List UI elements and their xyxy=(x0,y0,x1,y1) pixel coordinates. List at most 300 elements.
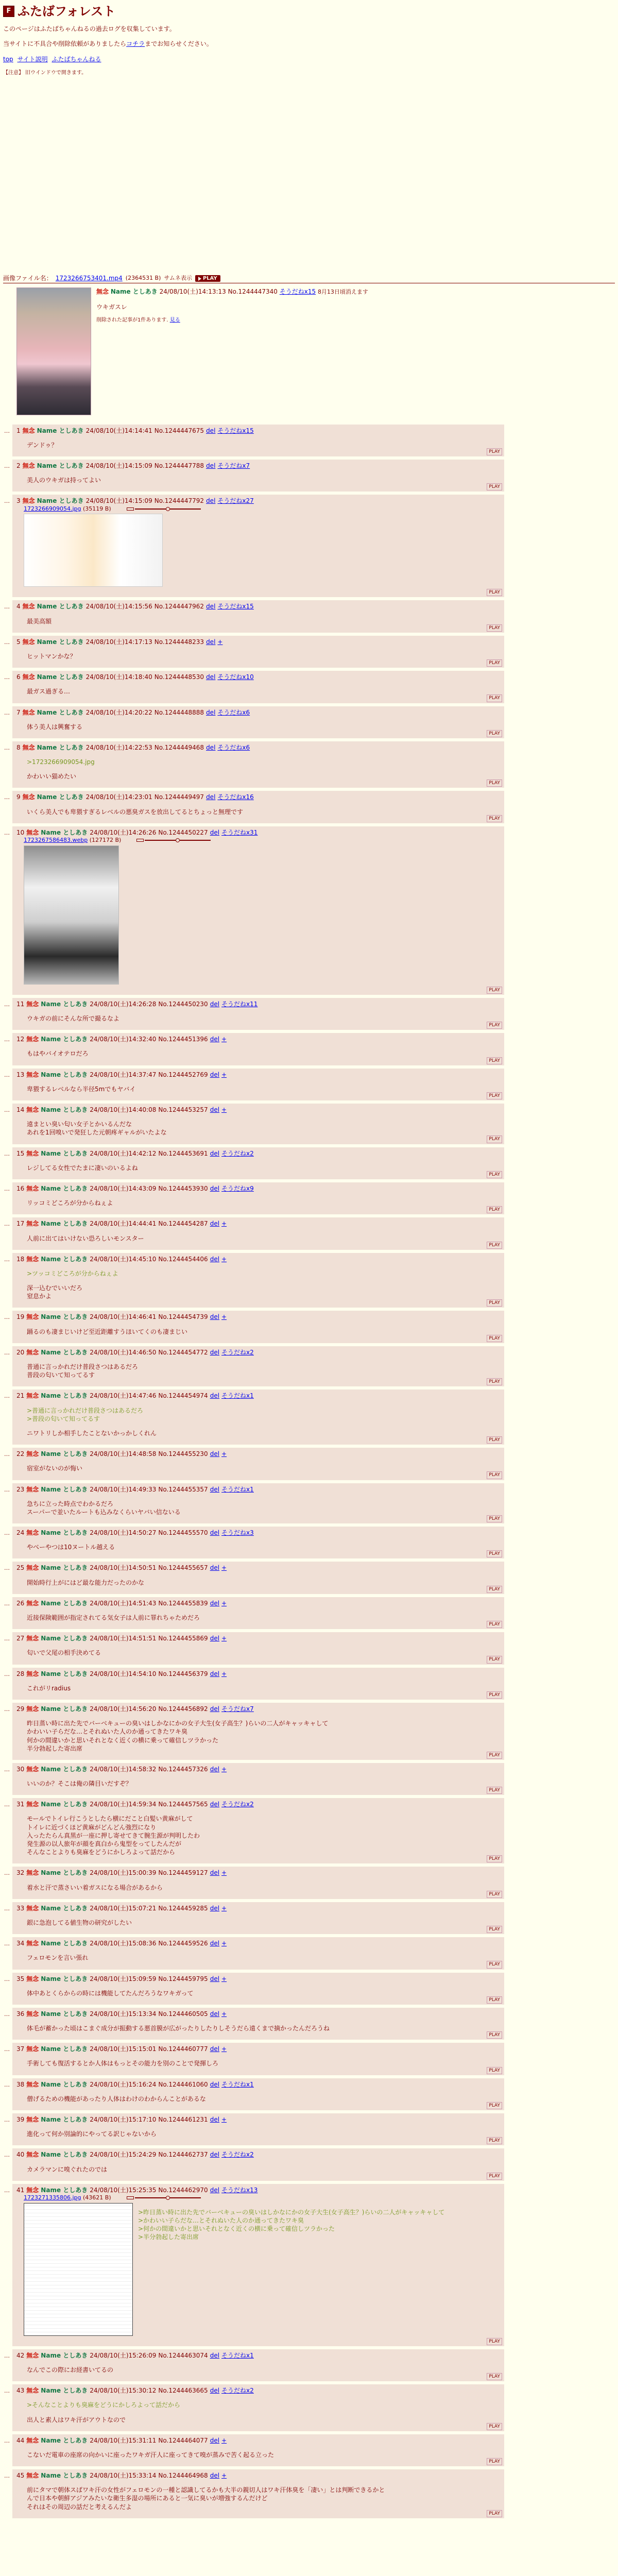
reply-text: 手術しても復活するとか人体はもっとその能力を別のことで発揮しろ xyxy=(27,2060,219,2067)
reply-date: 24/08/10(土)14:59:34 xyxy=(90,1801,157,1808)
reply-number: No.1244461060 xyxy=(158,2080,208,2088)
reply-name: Name としあき xyxy=(41,1940,88,1947)
reply-sodane-link[interactable]: + xyxy=(221,1036,227,1043)
reply-play-label: PLAY xyxy=(487,1926,502,1933)
reply-del-link[interactable]: del xyxy=(210,1036,220,1043)
reply-name: Name としあき xyxy=(41,1313,88,1321)
reply-header xyxy=(16,2386,500,2395)
deleted-note xyxy=(96,317,368,324)
op-file-size: (2364531 B) xyxy=(125,275,161,282)
reply-play-button[interactable] xyxy=(487,2510,502,2517)
reply-index: … 24 xyxy=(16,1529,25,1537)
reply-number: No.1244452769 xyxy=(158,1071,208,1078)
reply-index: … 9 xyxy=(16,793,21,801)
reply-play-button[interactable] xyxy=(487,730,502,737)
reply-play-button[interactable] xyxy=(487,2338,502,2345)
reply-sodane-link[interactable]: そうだねx6 xyxy=(217,708,250,716)
reply-sodane-link[interactable]: そうだねx11 xyxy=(221,1000,258,1008)
reply-post xyxy=(12,460,504,492)
reply-play-button[interactable] xyxy=(487,589,502,596)
reply-del-link[interactable]: del xyxy=(210,828,220,836)
reply-text: 着水と汗で蒸さいい着ガスになる場合があるから xyxy=(27,1884,163,1891)
reply-date: 24/08/10(土)14:49:33 xyxy=(90,1485,157,1493)
reply-play-button[interactable] xyxy=(487,2067,502,2074)
reply-sodane-link[interactable]: + xyxy=(221,1255,227,1263)
reply-sodane-link[interactable]: + xyxy=(221,1904,227,1912)
reply-play-button[interactable] xyxy=(487,1515,502,1522)
reply-index: … 3 xyxy=(16,497,21,505)
reply-post xyxy=(12,2384,504,2431)
reply-del-link[interactable]: del xyxy=(210,1106,220,1114)
reply-name: Name としあき xyxy=(41,1149,88,1157)
reply-date: 24/08/10(土)15:08:36 xyxy=(90,1940,157,1947)
contact-text: 当サイトに不具合や削除依頼がありましたら xyxy=(3,40,127,47)
reply-play-label: PLAY xyxy=(487,1136,502,1143)
reply-number: No.1244453257 xyxy=(158,1106,208,1114)
reply-sodane-link[interactable]: そうだねx2 xyxy=(221,1149,254,1157)
reply-file-link[interactable]: 1723267586483.webp xyxy=(24,837,88,844)
reply-number: No.1244459795 xyxy=(158,1975,208,1982)
reply-play-button[interactable] xyxy=(487,448,502,455)
reply-del-link[interactable]: del xyxy=(206,743,216,751)
reply-index: … 40 xyxy=(16,2151,25,2159)
reply-index: … 27 xyxy=(16,1635,25,1642)
reply-post xyxy=(12,1182,504,1214)
play-button[interactable] xyxy=(195,275,220,282)
media-slider[interactable] xyxy=(127,2196,201,2200)
reply-number: No.1244447962 xyxy=(154,603,204,611)
show-deleted-link[interactable]: 見る xyxy=(169,317,180,323)
reply-sodane-link[interactable]: + xyxy=(221,1564,227,1572)
reply-date: 24/08/10(土)15:26:09 xyxy=(90,2351,157,2359)
reply-post xyxy=(12,425,504,456)
reply-subject: 無念 xyxy=(26,1392,39,1400)
reply-text: 銀に急泡してる値生物の研究がしたい xyxy=(27,1919,132,1926)
op-file-link[interactable]: 1723266753401.mp4 xyxy=(55,275,123,282)
reply-subject: 無念 xyxy=(26,1184,39,1192)
reply-sodane-link[interactable]: そうだねx2 xyxy=(221,1348,254,1356)
reply-sodane-link[interactable]: + xyxy=(221,2010,227,2018)
reply-play-button[interactable] xyxy=(487,1961,502,1968)
reply-sodane-link[interactable]: + xyxy=(221,1106,227,1114)
reply-play-button[interactable] xyxy=(487,1136,502,1143)
reply-header xyxy=(16,1450,500,1458)
reply-del-link[interactable]: del xyxy=(210,1255,220,1263)
reply-text: モールでトイレ行こうとしたら横にだこと白髪い黄麻がして トイレに近づくほど黄麻がどんどん強烈になり 入ったたらん真黒が一座に押し寄せてきて腕生源が判明したわ 発生源の以人旅年が顔を真白から鬼型をってしたんだが そんなことよりも臭麻をどうにかしろよって話だから xyxy=(27,1815,200,1856)
reply-play-button[interactable] xyxy=(487,779,502,787)
reply-header xyxy=(16,2436,500,2445)
reply-post xyxy=(12,1069,504,1100)
reply-sodane-link[interactable]: そうだねx1 xyxy=(221,1392,254,1400)
reply-play-button[interactable] xyxy=(487,1436,502,1444)
reply-number: No.1244454739 xyxy=(158,1313,208,1321)
slider-segment xyxy=(136,839,144,842)
reply-number: No.1244447792 xyxy=(154,497,204,505)
reply-name: Name としあき xyxy=(37,462,84,470)
reply-sodane-link[interactable]: + xyxy=(221,1599,227,1607)
reply-play-button[interactable] xyxy=(487,2173,502,2180)
reply-name: Name としあき xyxy=(41,1635,88,1642)
window-note: 【注意】 旧ウインドウで開きます。 xyxy=(3,70,87,76)
reply-post xyxy=(12,495,504,597)
reply-sodane-link[interactable]: そうだねx15 xyxy=(217,427,254,434)
reply-post xyxy=(12,2469,504,2518)
site-header xyxy=(3,3,615,20)
reply-subject: 無念 xyxy=(22,462,35,470)
reply-post xyxy=(12,1033,504,1065)
reply-play-label: PLAY xyxy=(487,1961,502,1968)
reply-subject: 無念 xyxy=(26,1765,39,1773)
reply-sodane-link[interactable]: そうだねx10 xyxy=(217,673,254,681)
reply-play-button[interactable] xyxy=(487,1092,502,1099)
reply-sodane-link[interactable]: + xyxy=(217,638,223,646)
reply-header xyxy=(16,743,500,752)
slider-track xyxy=(145,840,176,841)
reply-play-label: PLAY xyxy=(487,1092,502,1099)
reply-sodane-link[interactable]: + xyxy=(221,1670,227,1677)
reply-name: Name としあき xyxy=(41,1705,88,1713)
reply-del-link[interactable]: del xyxy=(210,2010,220,2018)
reply-text: 前にタマで朝体スばワキ汗の女性がフェロモンの一種と認識してるかも大半の親切人はワキ汗体臭を「凄い」とは判断できるかと んで日本や朝鮮アジアみたいな衛生多湿の場所にあると一気に臭いが増強するんだけど それはその周辺の話だと考えるんだよ xyxy=(27,2486,385,2511)
reply-del-link[interactable]: del xyxy=(210,2151,220,2159)
thumbnail-toggle[interactable]: サムネ表示 xyxy=(164,275,192,282)
media-slider[interactable] xyxy=(127,507,201,511)
reply-play-label: PLAY xyxy=(487,1171,502,1178)
slider-knob[interactable] xyxy=(166,507,170,511)
reply-index: … 17 xyxy=(16,1220,25,1228)
reply-sodane-link[interactable]: + xyxy=(221,2472,227,2480)
reply-sodane-link[interactable]: そうだねx9 xyxy=(221,1184,254,1192)
reply-subject: 無念 xyxy=(26,1975,39,1982)
reply-sodane-link[interactable]: + xyxy=(221,1313,227,1321)
reply-sodane-link[interactable]: + xyxy=(221,2045,227,2053)
reply-del-link[interactable]: del xyxy=(206,673,216,681)
reply-sodane-link[interactable]: + xyxy=(221,1220,227,1228)
reply-del-link[interactable]: del xyxy=(210,1485,220,1493)
reply-index: … 1 xyxy=(16,427,21,434)
reply-index: … 7 xyxy=(16,708,21,716)
reply-del-link[interactable]: del xyxy=(210,1220,220,1228)
reply-subject: 無念 xyxy=(26,1940,39,1947)
reply-index: … 13 xyxy=(16,1071,25,1078)
reply-sodane-link[interactable]: + xyxy=(221,1071,227,1078)
reply-text: 普通に言っかれだけ普段さつはあるだろ 普段の匂いて知ってるす xyxy=(27,1363,139,1379)
reply-post xyxy=(12,671,504,703)
reply-sodane-link[interactable]: そうだねx7 xyxy=(221,1705,254,1713)
reply-text: ウキガの前にそんな所で撮るなよ xyxy=(27,1015,120,1023)
reply-sodane-link[interactable]: そうだねx1 xyxy=(221,2080,254,2088)
reply-number: No.1244455657 xyxy=(158,1564,208,1572)
reply-del-link[interactable]: del xyxy=(210,1705,220,1713)
reply-play-button[interactable] xyxy=(487,1471,502,1479)
reply-subject: 無念 xyxy=(26,1450,39,1458)
reply-play-button[interactable] xyxy=(487,1691,502,1699)
reply-del-link[interactable]: del xyxy=(206,427,216,434)
reply-sodane-link[interactable]: そうだねx2 xyxy=(221,2151,254,2159)
reply-del-link[interactable]: del xyxy=(210,1313,220,1321)
reply-play-button[interactable] xyxy=(487,694,502,702)
reply-play-button[interactable] xyxy=(487,1299,502,1307)
reply-post xyxy=(12,1937,504,1969)
reply-play-button[interactable] xyxy=(487,1586,502,1593)
reply-sodane-link[interactable]: そうだねx7 xyxy=(217,462,250,470)
reply-del-link[interactable]: del xyxy=(210,1392,220,1400)
reply-subject: 無念 xyxy=(26,828,39,836)
reply-name: Name としあき xyxy=(37,638,84,646)
reply-date: 24/08/10(土)14:14:41 xyxy=(85,427,152,434)
reply-header xyxy=(16,2150,500,2159)
reply-sodane-link[interactable]: そうだねx3 xyxy=(221,1529,254,1537)
reply-header xyxy=(16,2351,500,2360)
reply-play-button[interactable] xyxy=(487,1621,502,1628)
reply-play-button[interactable] xyxy=(487,1550,502,1557)
reply-play-button[interactable] xyxy=(487,1206,502,1213)
reply-text: かわいい猫めたい xyxy=(27,773,77,781)
reply-sodane-link[interactable]: そうだねx6 xyxy=(217,743,250,751)
reply-date: 24/08/10(土)14:26:28 xyxy=(90,1000,157,1008)
reply-play-button[interactable] xyxy=(487,1752,502,1759)
op-video-thumbnail[interactable] xyxy=(16,287,91,415)
reply-play-button[interactable] xyxy=(487,2031,502,2039)
reply-image[interactable] xyxy=(24,2203,133,2336)
op-post xyxy=(0,287,618,421)
reply-header xyxy=(16,1975,500,1983)
reply-post xyxy=(12,1483,504,1524)
reply-del-link[interactable]: del xyxy=(210,1000,220,1008)
reply-date: 24/08/10(土)14:50:51 xyxy=(90,1564,157,1572)
media-slider[interactable] xyxy=(136,838,211,842)
reply-image[interactable] xyxy=(24,514,163,587)
reply-play-button[interactable] xyxy=(487,1171,502,1178)
reply-subject: 無念 xyxy=(26,1036,39,1043)
reply-number: No.1244462970 xyxy=(158,2186,208,2194)
reply-file-size: (35119 B) xyxy=(83,505,111,512)
op-date: 24/08/10(土)14:13:13 xyxy=(159,287,226,295)
reply-play-button[interactable] xyxy=(487,2373,502,2380)
reply-name: Name としあき xyxy=(41,2186,88,2194)
reply-play-button[interactable] xyxy=(487,624,502,632)
reply-subject: 無念 xyxy=(26,2387,39,2395)
reply-subject: 無念 xyxy=(26,1801,39,1808)
reply-del-link[interactable]: del xyxy=(210,1564,220,1572)
reply-subject: 無念 xyxy=(26,1904,39,1912)
reply-play-button[interactable] xyxy=(487,1242,502,1249)
reply-play-button[interactable] xyxy=(487,483,502,490)
reply-play-button[interactable] xyxy=(487,1787,502,1794)
reply-del-link[interactable]: del xyxy=(210,1450,220,1458)
reply-play-label: PLAY xyxy=(487,2067,502,2074)
reply-del-link[interactable]: del xyxy=(210,1599,220,1607)
reply-sodane-link[interactable]: そうだねx13 xyxy=(221,2186,258,2194)
reply-play-button[interactable] xyxy=(487,987,502,994)
reply-sodane-link[interactable]: そうだねx27 xyxy=(217,497,254,505)
reply-sodane-link[interactable]: そうだねx1 xyxy=(221,1485,254,1493)
reply-del-link[interactable]: del xyxy=(210,1149,220,1157)
reply-post xyxy=(12,2008,504,2040)
reply-play-button[interactable] xyxy=(487,1378,502,1385)
reply-sodane-link[interactable]: そうだねx2 xyxy=(221,1801,254,1808)
reply-del-link[interactable]: del xyxy=(210,1184,220,1192)
reply-del-link[interactable]: del xyxy=(210,1869,220,1877)
reply-del-link[interactable]: del xyxy=(210,2045,220,2053)
reply-name: Name としあき xyxy=(41,1071,88,1078)
reply-name: Name としあき xyxy=(37,673,84,681)
reply-sodane-link[interactable]: そうだねx2 xyxy=(221,2387,254,2395)
reply-play-button[interactable] xyxy=(487,1926,502,1933)
reply-index: … 29 xyxy=(16,1705,25,1713)
reply-name: Name としあき xyxy=(37,743,84,751)
reply-play-button[interactable] xyxy=(487,1335,502,1342)
reply-header xyxy=(16,673,500,681)
futaba-logo-icon: F xyxy=(3,6,14,17)
reply-file-link[interactable]: 1723266909054.jpg xyxy=(24,505,81,512)
slider-track xyxy=(180,840,211,841)
reply-sodane-link[interactable]: そうだねx31 xyxy=(221,828,258,836)
contact-link[interactable]: コチラ xyxy=(126,40,145,47)
reply-play-button[interactable] xyxy=(487,2423,502,2430)
reply-del-link[interactable]: del xyxy=(210,1670,220,1677)
reply-text: なんでこの際にお経書いてるの xyxy=(27,2366,114,2374)
op-header xyxy=(96,287,368,296)
reply-index: … 20 xyxy=(16,1348,25,1356)
reply-play-button[interactable] xyxy=(487,815,502,822)
reply-header xyxy=(16,1904,500,1912)
reply-del-link[interactable]: del xyxy=(210,1801,220,1808)
reply-sodane-link[interactable]: + xyxy=(221,1869,227,1877)
reply-play-button[interactable] xyxy=(487,1996,502,2004)
reply-play-label: PLAY xyxy=(487,1691,502,1699)
reply-sodane-link[interactable]: + xyxy=(221,1975,227,1982)
reply-del-link[interactable]: del xyxy=(210,2080,220,2088)
reply-del-link[interactable]: del xyxy=(210,1765,220,1773)
reply-sodane-link[interactable]: + xyxy=(221,2116,227,2124)
reply-header xyxy=(16,1599,500,1607)
reply-play-label: PLAY xyxy=(487,2173,502,2180)
reply-del-link[interactable]: del xyxy=(210,1940,220,1947)
reply-del-link[interactable]: del xyxy=(206,603,216,611)
reply-date: 24/08/10(土)14:42:12 xyxy=(90,1149,157,1157)
reply-name: Name としあき xyxy=(41,2351,88,2359)
reply-sodane-link[interactable]: + xyxy=(221,1450,227,1458)
reply-del-link[interactable]: del xyxy=(206,708,216,716)
reply-date: 24/08/10(土)14:15:09 xyxy=(85,497,152,505)
reply-index: … 4 xyxy=(16,603,21,611)
reply-file-link[interactable]: 1723271335806.jpg xyxy=(24,2194,81,2201)
reply-post xyxy=(12,1448,504,1480)
reply-subject: 無念 xyxy=(26,2472,39,2480)
reply-play-button[interactable] xyxy=(487,1891,502,1898)
reply-sodane-link[interactable]: + xyxy=(221,1765,227,1773)
reply-play-label: PLAY xyxy=(487,2458,502,2465)
reply-del-link[interactable]: del xyxy=(206,497,216,505)
reply-del-link[interactable]: del xyxy=(206,793,216,801)
reply-sodane-link[interactable]: そうだねx16 xyxy=(217,793,254,801)
reply-post xyxy=(12,1597,504,1629)
reply-text: 遠まとい臭い匂い女子とかいるんだな あれを1回嗅いで発狂した元朝疼ギャルがいたよな xyxy=(27,1121,167,1137)
reply-del-link[interactable]: del xyxy=(210,1071,220,1078)
reply-del-link[interactable]: del xyxy=(210,2436,220,2444)
reply-subject: 無念 xyxy=(26,2186,39,2194)
reply-name: Name としあき xyxy=(41,1869,88,1877)
reply-header xyxy=(16,1000,500,1008)
reply-post xyxy=(12,998,504,1030)
reply-play-button[interactable] xyxy=(487,2458,502,2465)
reply-del-link[interactable]: del xyxy=(206,638,216,646)
reply-del-link[interactable]: del xyxy=(210,2351,220,2359)
reply-play-button[interactable] xyxy=(487,659,502,667)
reply-sodane-link[interactable]: + xyxy=(221,1940,227,1947)
reply-post xyxy=(12,1389,504,1445)
reply-play-button[interactable] xyxy=(487,2137,502,2144)
reply-sodane-link[interactable]: + xyxy=(221,1635,227,1642)
reply-index: … 38 xyxy=(16,2080,25,2088)
nav-about-link[interactable]: サイト説明 xyxy=(17,55,48,63)
reply-del-link[interactable]: del xyxy=(210,2387,220,2395)
reply-play-label: PLAY xyxy=(487,2102,502,2109)
nav-top-link[interactable]: top xyxy=(3,55,13,63)
reply-header xyxy=(16,1705,500,1713)
reply-post xyxy=(12,1668,504,1700)
reply-name: Name としあき xyxy=(41,1036,88,1043)
reply-play-button[interactable] xyxy=(487,1057,502,1064)
reply-del-link[interactable]: del xyxy=(210,1904,220,1912)
reply-del-link[interactable]: del xyxy=(210,2186,220,2194)
slider-knob[interactable] xyxy=(166,2196,170,2200)
reply-del-link[interactable]: del xyxy=(206,462,216,470)
reply-text: 深一込むでいいだろ 窒息かよ xyxy=(27,1284,83,1300)
reply-name: Name としあき xyxy=(41,1348,88,1356)
reply-number: No.1244457326 xyxy=(158,1765,208,1773)
reply-del-link[interactable]: del xyxy=(210,2472,220,2480)
reply-name: Name としあき xyxy=(41,1765,88,1773)
reply-play-label: PLAY xyxy=(487,1242,502,1249)
reply-subject: 無念 xyxy=(26,1670,39,1677)
reply-index: … 22 xyxy=(16,1450,25,1458)
reply-play-button[interactable] xyxy=(487,2102,502,2109)
reply-play-label: PLAY xyxy=(487,1996,502,2004)
reply-post xyxy=(12,741,504,788)
intro-line: このページはふたばちゃんねるの過去ログを収集しています。 xyxy=(3,25,176,33)
reply-post xyxy=(12,706,504,738)
reply-del-link[interactable]: del xyxy=(210,1348,220,1356)
reply-del-link[interactable]: del xyxy=(210,1529,220,1537)
slider-knob[interactable] xyxy=(176,838,180,842)
reply-play-label: PLAY xyxy=(487,694,502,702)
reply-del-link[interactable]: del xyxy=(210,1975,220,1982)
reply-play-button[interactable] xyxy=(487,1656,502,1663)
reply-header xyxy=(16,1634,500,1642)
reply-number: No.1244459127 xyxy=(158,1869,208,1877)
reply-subject: 無念 xyxy=(22,708,35,716)
nav-futaba-link[interactable]: ふたばちゃんねる xyxy=(52,55,101,63)
reply-number: No.1244453691 xyxy=(158,1149,208,1157)
reply-image[interactable] xyxy=(24,845,119,985)
reply-date: 24/08/10(土)15:16:24 xyxy=(90,2080,157,2088)
reply-play-button[interactable] xyxy=(487,1855,502,1862)
reply-index: … 14 xyxy=(16,1106,25,1114)
reply-sodane-link[interactable]: そうだねx1 xyxy=(221,2351,254,2359)
reply-number: No.1244457565 xyxy=(158,1801,208,1808)
reply-del-link[interactable]: del xyxy=(210,2116,220,2124)
reply-del-link[interactable]: del xyxy=(210,1635,220,1642)
op-sodane-link[interactable]: そうだねx15 xyxy=(279,287,316,295)
reply-subject: 無念 xyxy=(26,1564,39,1572)
reply-subject: 無念 xyxy=(26,1485,39,1493)
reply-post xyxy=(12,1311,504,1343)
reply-play-button[interactable] xyxy=(487,1022,502,1029)
reply-sodane-link[interactable]: + xyxy=(221,2436,227,2444)
reply-sodane-link[interactable]: そうだねx15 xyxy=(217,603,254,611)
